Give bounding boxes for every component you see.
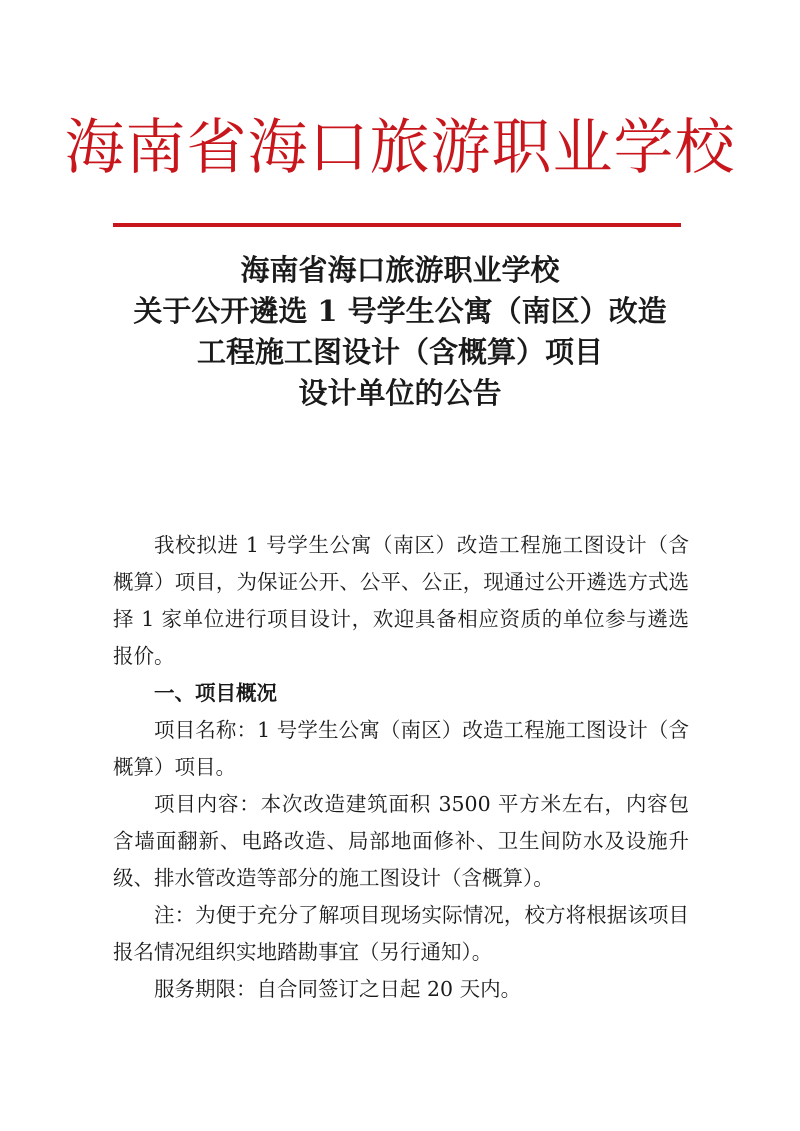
title-line-1: 海南省海口旅游职业学校 [240,253,560,287]
notice-title [0,250,800,414]
title-line-3: 工程施工图设计（含概算）项目 [196,335,603,369]
project-name-paragraph: 项目名称：1 号学生公寓（南区）改造工程施工图设计（含概算）项目。 [113,718,689,779]
masthead-red-divider [113,223,681,227]
masthead-school-name: 海南省海口旅游职业学校 [64,113,736,183]
title-line-4: 设计单位的公告 [298,376,502,410]
title-line-2: 关于公开遴选 1 号学生公寓（南区）改造 [133,294,667,328]
notice-body [113,527,689,1008]
note-paragraph: 注：为便于充分了解项目现场实际情况，校方将根据该项目报名情况组织实地踏勘事宜（另行通知）。 [113,903,689,964]
intro-paragraph: 我校拟进 1 号学生公寓（南区）改造工程施工图设计（含概算）项目，为保证公开、公平、公正，现通过公开遴选方式选择 1 家单位进行项目设计，欢迎具备相应资质的单位参与遴选报价。 [113,533,689,668]
service-period-paragraph: 服务期限：自合同签订之日起 20 天内。 [154,977,522,1001]
project-content-paragraph: 项目内容：本次改造建筑面积 3500 平方米左右，内容包含墙面翻新、电路改造、局部地面修补、卫生间防水及设施升级、排水管改造等部分的施工图设计（含概算）。 [113,792,689,890]
section-heading-project-overview: 一、项目概况 [154,681,277,705]
